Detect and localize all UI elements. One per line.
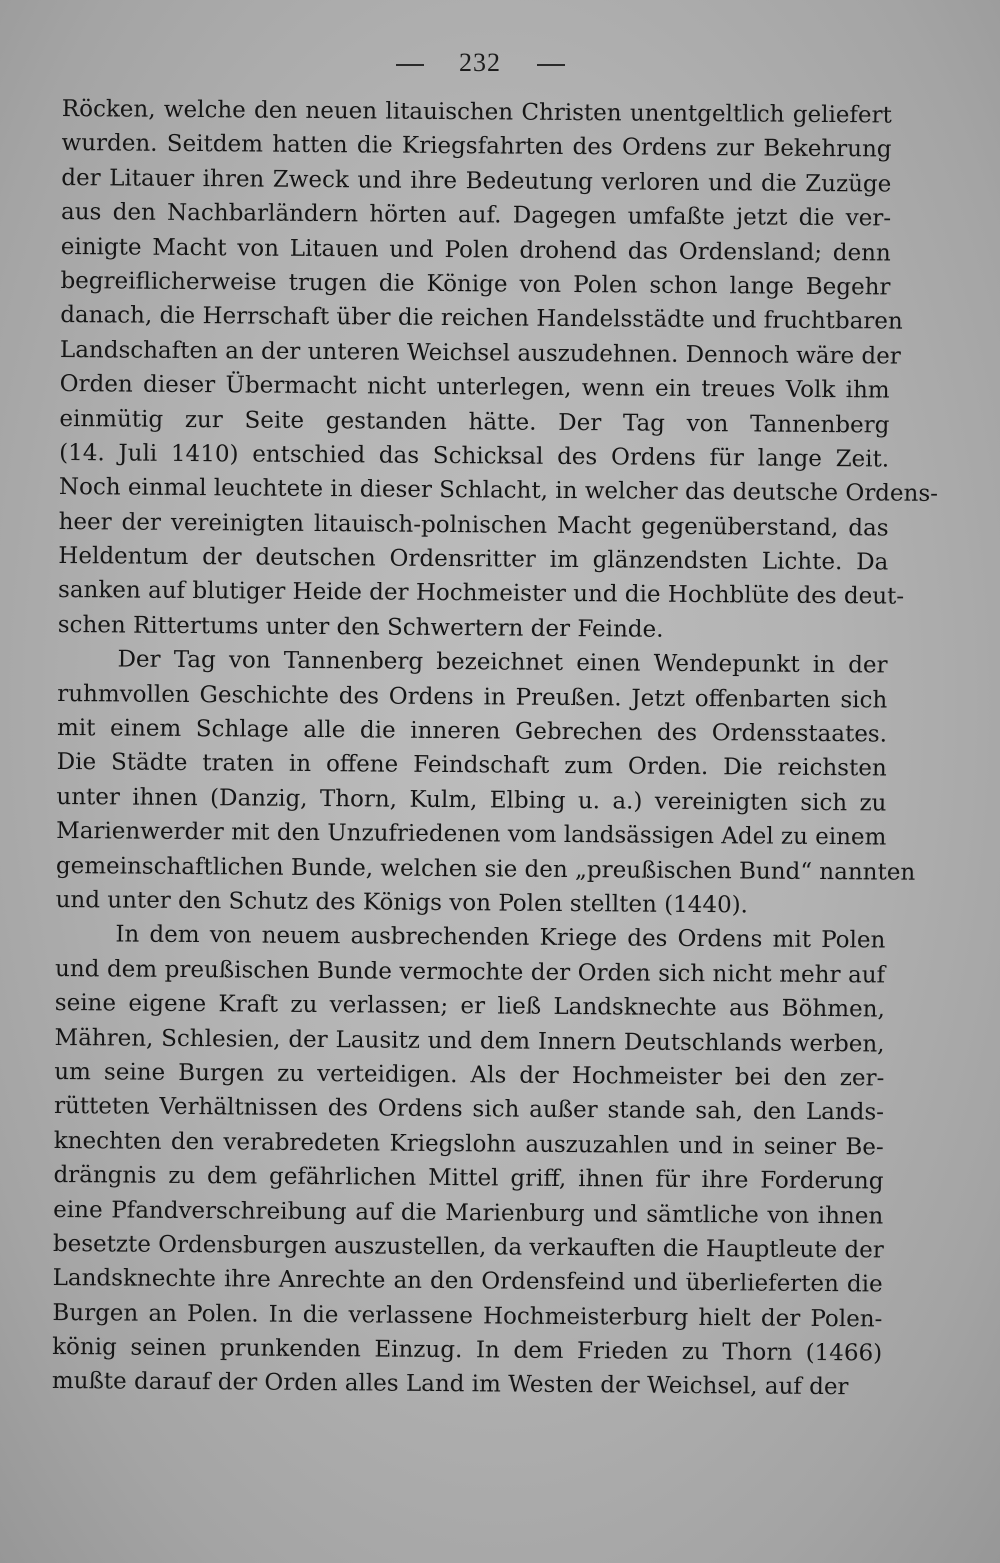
text-line: danach, die Herrschaft über die reichen Handelsstädte und fruchtbaren (60, 302, 903, 335)
text-line: einigte Macht von Litauen und Polen drohend das Ordensland; denn (60, 233, 891, 267)
text-line: der Litauer ihren Zweck und ihre Bedeutung verloren und die Zuzüge (61, 164, 892, 198)
text-line: mußte darauf der Orden alles Land im Westen der Weichsel, auf der (51, 1368, 849, 1401)
paragraphs (51, 92, 939, 1405)
text-line: einmütig zur Seite gestanden hätte. Der Tag von Tannenberg (59, 405, 890, 439)
text-line: besetzte Ordensburgen auszustellen, da verkauften die Hauptleute der (52, 1230, 884, 1264)
text-line: Der Tag von Tannenberg bezeichnet einen Wendepunkt in der (117, 646, 888, 679)
text-line: wurden. Seitdem hatten die Kriegsfahrten des Ordens zur Bekehrung (61, 130, 892, 163)
text-line: mit einem Schlage alle die inneren Gebrechen des Ordensstaates. (56, 715, 888, 748)
text-line: knechten den verabredeten Kriegslohn auszuzahlen und in seiner Be- (53, 1127, 884, 1161)
text-line: Landsknechte ihre Anrechte an den Ordensfeind und überlieferten die (52, 1265, 883, 1298)
paragraph (52, 917, 886, 1405)
text-line: begreiflicherweise trugen die Könige von Polen schon lange Begehr (60, 267, 891, 301)
text-line: gemeinschaftlichen Bunde, welchen sie den „preußischen Bund“ nannten (55, 852, 916, 886)
header-dash-left (396, 64, 424, 66)
page-header (0, 48, 960, 78)
text-line: eine Pfandverschreibung auf die Marienburg und sämtliche von ihnen (53, 1196, 884, 1229)
text-line: sanken auf blutiger Heide der Hochmeister und die Hochblüte des deut- (57, 577, 905, 611)
paragraph (55, 642, 916, 924)
text-line: schen Rittertums unter den Schwertern der Feinde. (57, 611, 664, 643)
text-line: heer der vereinigten litauisch-polnischen Macht gegenüberstand, das (58, 508, 889, 542)
text-line: Röcken, welche den neuen litauischen Christen unentgeltlich geliefert (61, 95, 892, 129)
text-line: um seine Burgen zu verteidigen. Als der Hochmeister bei den zer- (54, 1058, 885, 1092)
text-line: und dem preußischen Bunde vermochte der Orden sich nicht mehr auf (55, 955, 886, 989)
text-line: und unter den Schutz des Königs von Polen stellten (1440). (55, 886, 749, 919)
text-line: In dem von neuem ausbrechenden Kriege des Ordens mit Polen (115, 921, 886, 954)
text-line: Orden dieser Übermacht nicht unterlegen, wenn ein treues Volk ihm (59, 371, 890, 404)
text-line: Landschaften an der unteren Weichsel auszudehnen. Dennoch wäre der (59, 336, 901, 370)
paragraph (57, 92, 939, 649)
page-number: 232 (459, 48, 501, 77)
text-line: ruhmvollen Geschichte des Ordens in Preußen. Jetzt offenbarten sich (57, 680, 888, 714)
text-line: unter ihnen (Danzig, Thorn, Kulm, Elbing u. a.) vereinigten sich zu (56, 783, 887, 817)
text-line: Mähren, Schlesien, der Lausitz und dem Innern Deutschlands werben, (54, 1024, 885, 1058)
text-line: Burgen an Polen. In die verlassene Hochmeisterburg hielt der Polen- (52, 1299, 883, 1333)
text-line: rütteten Verhältnissen des Ordens sich außer stande sah, den Lands- (53, 1093, 885, 1126)
text-line: Marienwerder mit den Unzufriedenen vom landsässigen Adel zu einem (56, 818, 887, 851)
text-line: seine eigene Kraft zu verlassen; er ließ Landsknechte aus Böhmen, (54, 990, 885, 1023)
body-text (51, 92, 939, 1405)
text-line: drängnis zu dem gefährlichen Mittel griff, ihnen für ihre Forderung (53, 1162, 884, 1195)
text-line: aus den Nachbarländern hörten auf. Dagegen umfaßte jetzt die ver- (60, 199, 892, 232)
header-dash-right (537, 64, 565, 66)
text-line: Heldentum der deutschen Ordensritter im glänzendsten Lichte. Da (58, 543, 889, 576)
text-line: Die Städte traten in offene Feindschaft zum Orden. Die reichsten (56, 749, 887, 782)
text-line: könig seinen prunkenden Einzug. In dem Frieden zu Thorn (1466) (52, 1334, 883, 1367)
text-line: Noch einmal leuchtete in dieser Schlacht, in welcher das deutsche Ordens- (58, 474, 939, 508)
text-line: (14. Juli 1410) entschied das Schicksal des Ordens für lange Zeit. (59, 439, 890, 473)
